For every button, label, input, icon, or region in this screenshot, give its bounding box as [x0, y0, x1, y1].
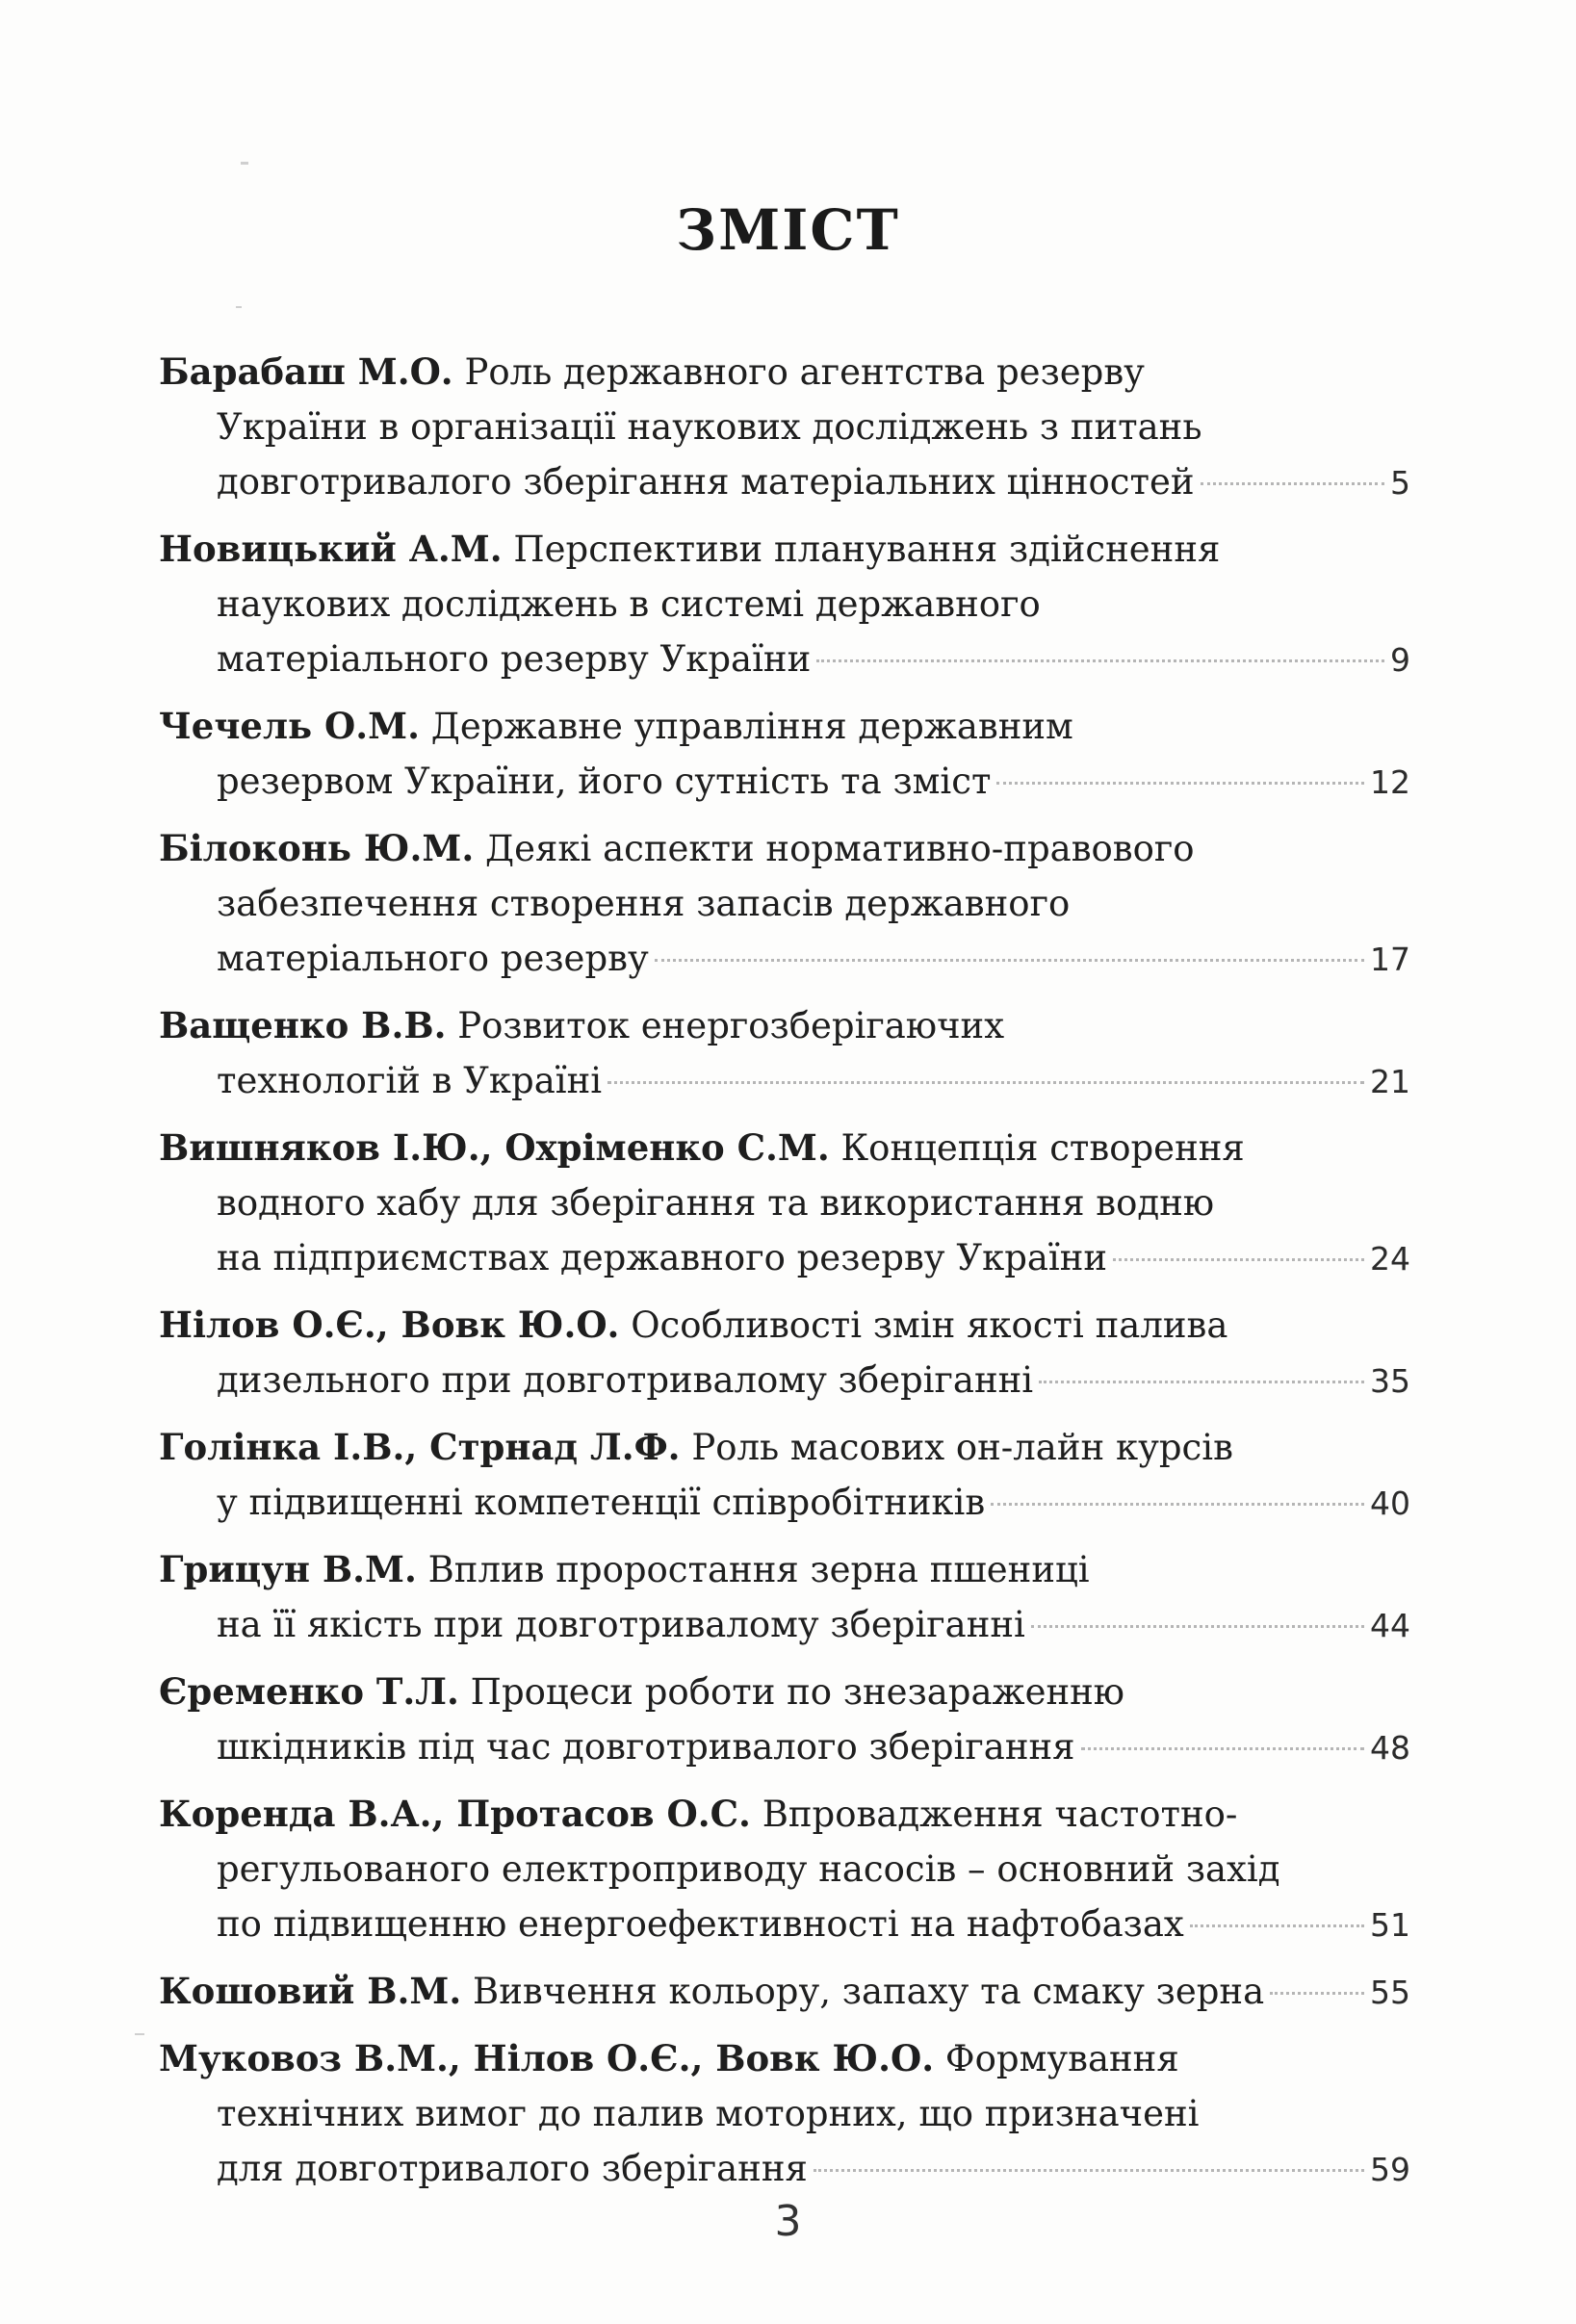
dot-leader [814, 2169, 1364, 2172]
toc-entry-title-line: Особливості змін якості палива [631, 1304, 1228, 1346]
toc-entry-text [159, 1964, 1264, 2019]
toc-entry-text [217, 1053, 602, 1108]
toc-entry-page: 44 [1370, 1607, 1410, 1644]
toc-entry-line [159, 1542, 1410, 1597]
toc-entry-title-line: Деякі аспекти нормативно-правового [485, 828, 1195, 869]
toc-entry [159, 1121, 1410, 1286]
toc-entry-text [217, 1353, 1033, 1407]
toc-entry-last-line [159, 1353, 1410, 1408]
toc-entry [159, 1787, 1410, 1952]
toc-entry [159, 821, 1410, 987]
toc-entry-last-line [159, 1053, 1410, 1109]
toc-entry-author: Голінка І.В., Стрнад Л.Ф. [159, 1426, 681, 1468]
dot-leader [1190, 1924, 1364, 1927]
toc-entry-page: 5 [1390, 464, 1410, 502]
toc-entry-title-line: по підвищенню енергоефективності на нафтобазах [217, 1903, 1184, 1945]
toc-entry-line [159, 345, 1410, 400]
toc-entry-title-line: наукових досліджень в системі державного [217, 583, 1041, 625]
toc-entry-text [217, 754, 991, 809]
toc-entry-title-line: Вивчення кольору, запаху та смаку зерна [473, 1971, 1265, 2012]
toc-entry-page: 17 [1370, 941, 1410, 978]
dot-leader [991, 1503, 1364, 1506]
toc-entry-title-line: Перспективи планування здійснення [513, 529, 1221, 570]
toc-entry-author: Ващенко В.В. [159, 1004, 447, 1046]
toc-entry-text [217, 1719, 1075, 1774]
toc-entry-text [217, 2141, 808, 2196]
toc-entry-title-line: на підприємствах державного резерву України [217, 1237, 1108, 1278]
dot-leader [1031, 1625, 1364, 1628]
toc-entry-page: 12 [1370, 763, 1410, 801]
toc-entry-author: Грицун В.М. [159, 1548, 417, 1590]
toc-entry-last-line [159, 1897, 1410, 1952]
toc-entry-title-line: технологій в Україні [217, 1060, 603, 1101]
toc-entry-line [159, 1175, 1410, 1230]
toc-entry-line [159, 522, 1410, 577]
toc-entry-title-line: України в організації наукових досліджень з питань [217, 406, 1202, 448]
toc-entry-line [159, 1665, 1410, 1719]
dot-leader [816, 659, 1384, 662]
toc-entry-author: Коренда В.А., Протасов О.С. [159, 1793, 751, 1835]
toc-entry-line [159, 998, 1410, 1053]
toc-entry-page: 51 [1370, 1906, 1410, 1944]
toc-entry-title-line: резервом України, його сутність та зміст [217, 761, 992, 802]
toc-entry [159, 345, 1410, 510]
toc-entry-author: Кошовий В.М. [159, 1970, 462, 2012]
toc-entry-title-line: Вплив проростання зерна пшениці [427, 1549, 1090, 1590]
toc-entry [159, 1542, 1410, 1653]
dot-leader [655, 959, 1364, 962]
dot-leader [1039, 1381, 1364, 1383]
toc-entry-title-line: для довготривалого зберігання [217, 2148, 808, 2189]
toc-entry-text [217, 1597, 1025, 1652]
toc-entry-text [217, 632, 811, 686]
toc-entry-title-line: Процеси роботи по знезараженню [470, 1671, 1125, 1713]
scan-mark [135, 2033, 144, 2035]
toc-entry-line [159, 2031, 1410, 2086]
toc-entry-title-line: на її якість при довготривалому зберіганні [217, 1604, 1025, 1645]
toc-entry-page: 59 [1370, 2151, 1410, 2188]
toc-entry-last-line [159, 454, 1410, 510]
toc-entry [159, 2031, 1410, 2197]
page-title: ЗМІСТ [676, 197, 900, 263]
toc-entry-text [217, 454, 1195, 509]
dot-leader [1201, 482, 1384, 485]
toc-entry-line [159, 699, 1410, 754]
toc-entry-text [217, 1897, 1184, 1951]
dot-leader [1270, 1992, 1364, 1995]
toc-entry-page: 40 [1370, 1485, 1410, 1522]
toc-entry [159, 1964, 1410, 2020]
toc-entry-title-line: Концепція створення [840, 1127, 1245, 1169]
toc-entry-title-line: Державне управління державним [430, 706, 1073, 747]
toc-entry-author: Чечель О.М. [159, 705, 420, 747]
toc-entry-page: 48 [1370, 1729, 1410, 1767]
toc-entry-title-line: довготривалого зберігання матеріальних цінностей [217, 461, 1195, 503]
toc-entry-page: 24 [1370, 1240, 1410, 1278]
toc-entry [159, 1298, 1410, 1408]
toc-entry-author: Новицький А.М. [159, 528, 503, 570]
toc-entry [159, 1665, 1410, 1775]
toc-entry-line [159, 577, 1410, 632]
toc-entry [159, 522, 1410, 687]
toc-entry-last-line [159, 1719, 1410, 1775]
toc-entry-title-line: технічних вимог до палив моторних, що призначені [217, 2093, 1200, 2134]
toc-entry-page: 9 [1390, 641, 1410, 679]
toc-entry-last-line [159, 931, 1410, 987]
toc-entry-page: 21 [1370, 1063, 1410, 1100]
toc-entry-author: Нілов О.Є., Вовк Ю.О. [159, 1304, 620, 1346]
toc-entry-line [159, 400, 1410, 454]
toc-entry-text [217, 1475, 985, 1530]
scan-mark [236, 306, 242, 308]
toc-entry [159, 1420, 1410, 1531]
toc-entry-line [159, 1842, 1410, 1897]
toc-entry-last-line [159, 1230, 1410, 1286]
toc-entry-line [159, 1420, 1410, 1475]
page-number: 3 [774, 2197, 802, 2246]
toc-entry-title-line: регульованого електроприводу насосів – основний захід [217, 1848, 1280, 1890]
toc-entry [159, 998, 1410, 1109]
toc-entry-page: 35 [1370, 1362, 1410, 1400]
toc-entry-last-line [159, 1597, 1410, 1653]
toc-entry-author: Єременко Т.Л. [159, 1670, 459, 1713]
toc-entry-title-line: Роль масових он-лайн курсів [691, 1427, 1233, 1468]
table-of-contents [159, 345, 1410, 2208]
toc-entry-title-line: водного хабу для зберігання та використання водню [217, 1182, 1215, 1224]
toc-entry-line [159, 821, 1410, 876]
dot-leader [1113, 1258, 1364, 1261]
toc-entry-author: Вишняков І.Ю., Охріменко С.М. [159, 1126, 830, 1169]
toc-entry-text [217, 1230, 1107, 1285]
toc-entry-line [159, 1121, 1410, 1175]
dot-leader [996, 782, 1364, 785]
toc-entry-title-line: Роль державного агентства резерву [464, 351, 1145, 393]
dot-leader [607, 1081, 1364, 1084]
toc-entry-last-line [159, 754, 1410, 810]
toc-entry-last-line [159, 632, 1410, 687]
toc-entry-title-line: Формування [944, 2038, 1179, 2079]
toc-entry-title-line: у підвищенні компетенції співробітників [217, 1482, 986, 1523]
toc-entry-title-line: матеріального резерву України [217, 638, 812, 680]
toc-entry-last-line [159, 1964, 1410, 2020]
dot-leader [1081, 1747, 1365, 1750]
toc-entry [159, 699, 1410, 810]
toc-entry-line [159, 876, 1410, 931]
toc-entry-title-line: Розвиток енергозберігаючих [457, 1005, 1005, 1046]
scan-mark [241, 162, 248, 165]
toc-entry-line [159, 1787, 1410, 1842]
toc-entry-title-line: шкідників під час довготривалого зберігання [217, 1726, 1075, 1768]
toc-entry-page: 55 [1370, 1974, 1410, 2011]
toc-entry-title-line: матеріального резерву [217, 938, 649, 979]
toc-entry-last-line [159, 1475, 1410, 1531]
toc-entry-author: Барабаш М.О. [159, 350, 453, 393]
toc-entry-author: Муковоз В.М., Нілов О.Є., Вовк Ю.О. [159, 2037, 935, 2079]
toc-entry-last-line [159, 2141, 1410, 2197]
toc-entry-title-line: Впровадження частотно- [762, 1794, 1238, 1835]
toc-entry-author: Білоконь Ю.М. [159, 827, 475, 869]
toc-entry-text [217, 931, 649, 986]
toc-entry-line [159, 1298, 1410, 1353]
toc-entry-line [159, 2086, 1410, 2141]
toc-entry-title-line: забезпечення створення запасів державного [217, 883, 1071, 924]
toc-entry-title-line: дизельного при довготривалому зберіганні [217, 1359, 1034, 1401]
